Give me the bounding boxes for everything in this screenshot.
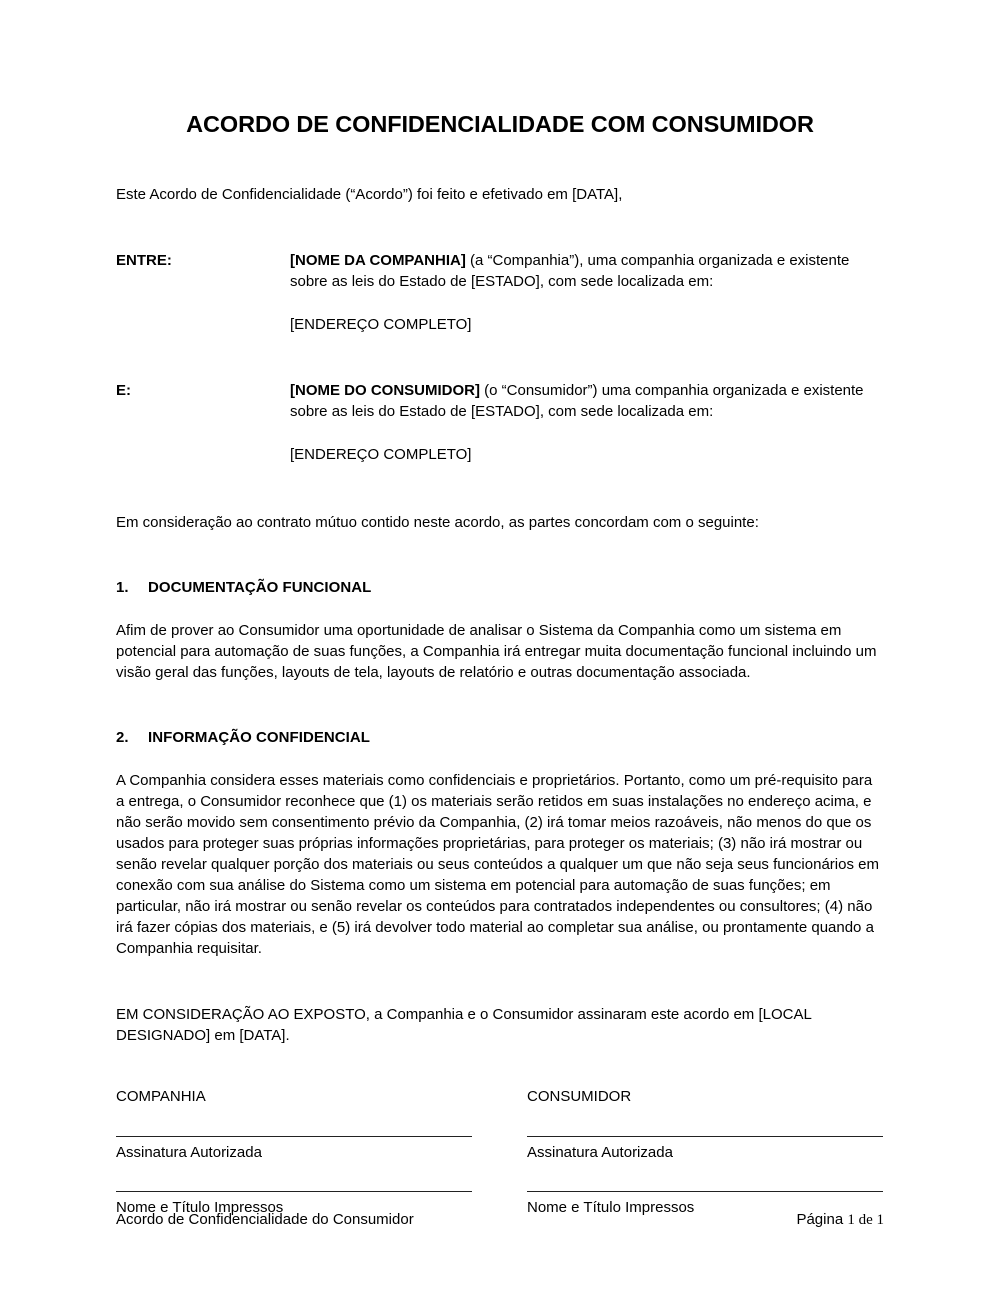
party-body-company (290, 250, 884, 335)
section-body-2: A Companhia considera esses materiais como confidenciais e proprietários. Portanto, como um pré-requisito para a entrega, o Consumidor reconhece que (1) os materiais serão retidos em suas instalações no endereço acima, e não serão movido sem consentimento prévio da Companhia, (2) irá tomar meios razoáveis, não menos do que os usados para proteger suas próprias informações proprietárias, para proteger os materiais; (3) não irá mostrar ou senão revelar qualquer porção dos materiais ou seus conteúdos a qualquer um que não seja seus funcionários em conexão com sua análise do Sistema como um sistema em potencial para automação de suas funções; em particular, não irá mostrar ou senão revelar os conteúdos para contratados independentes ou consultores; (4) não irá fazer cópias dos materiais, e (5) irá devolver todo material ao completar sua análise, ou prontamente quando a Companhia requisitar. (116, 771, 879, 957)
party-description-consumer (290, 380, 884, 422)
signature-field-company (116, 1107, 472, 1163)
party-detail-consumer: (o “Consumidor”) uma companhia organizada e existente sobre as leis do Estado de [ESTADO], com sede localizada em: (290, 381, 864, 420)
party-detail-company: (a “Companhia”), uma companhia organizada e existente sobre as leis do Estado de [ESTADO], com sede localizada em: (290, 251, 850, 290)
party-block-consumer (116, 380, 884, 465)
section-title-2: INFORMAÇÃO CONFIDENCIAL (148, 728, 370, 746)
intro-paragraph: Este Acordo de Confidencialidade (“Acordo”) foi feito e efetivado em [DATA], (116, 185, 623, 203)
page-footer (116, 1209, 884, 1231)
signature-rule-company (116, 1136, 472, 1137)
section-title-1: DOCUMENTAÇÃO FUNCIONAL (148, 578, 372, 596)
printed-name-rule-company (116, 1191, 472, 1192)
party-label-entre: ENTRE: (116, 251, 172, 269)
signature-headings-row (116, 1086, 884, 1107)
closing-paragraph: EM CONSIDERAÇÃO AO EXPOSTO, a Companhia e o Consumidor assinaram este acordo em [LOCAL DESIGNADO] em [DATA]. (116, 1005, 812, 1044)
signature-column-consumer (527, 1086, 883, 1107)
printed-name-caption-company: Nome e Título Impressos (116, 1198, 284, 1216)
signature-line-row (116, 1107, 884, 1163)
signature-caption-consumer: Assinatura Autorizada (527, 1143, 673, 1161)
document-body (116, 0, 884, 1218)
party-body-consumer (290, 380, 884, 465)
section-body-1: Afim de prover ao Consumidor uma oportunidade de analisar o Sistema da Companhia como um sistema em potencial para automação de suas funções, a Companhia irá entregar muita documentação funcional incluindo um visão geral das funções, layouts de tela, layouts de relatório e outras documentação associada. (116, 621, 877, 681)
signature-column-company (116, 1086, 472, 1107)
party-address-company: [ENDEREÇO COMPLETO] (290, 315, 472, 333)
party-name-consumer: [NOME DO CONSUMIDOR] (290, 381, 480, 399)
printed-name-rule-consumer (527, 1191, 883, 1192)
signature-area (116, 1086, 884, 1218)
footer-document-name: Acordo de Confidencialidade do Consumidor (116, 1211, 414, 1228)
signature-rule-consumer (527, 1136, 883, 1137)
footer-page-number: 1 de 1 (847, 1212, 884, 1228)
party-description-company (290, 250, 884, 292)
party-label-e: E: (116, 381, 131, 399)
signature-heading-consumer: CONSUMIDOR (527, 1087, 632, 1105)
signature-heading-company: COMPANHIA (116, 1087, 206, 1105)
consideration-paragraph: Em consideração ao contrato mútuo contido neste acordo, as partes concordam com o seguinte: (116, 513, 759, 531)
page-title: ACORDO DE CONFIDENCIALIDADE COM CONSUMIDOR (186, 111, 814, 137)
party-address-consumer: [ENDEREÇO COMPLETO] (290, 445, 472, 463)
printed-name-caption-consumer: Nome e Título Impressos (527, 1198, 695, 1216)
section-number-2: 2. (116, 728, 129, 746)
section-heading-1 (116, 577, 884, 598)
signature-caption-company: Assinatura Autorizada (116, 1143, 262, 1161)
signature-field-consumer (527, 1107, 883, 1163)
footer-page-indicator (796, 1209, 884, 1231)
footer-page-label: Página (796, 1211, 848, 1228)
section-number-1: 1. (116, 578, 129, 596)
section-heading-2 (116, 727, 884, 748)
party-block-company (116, 250, 884, 335)
party-name-company: [NOME DA COMPANHIA] (290, 251, 466, 269)
